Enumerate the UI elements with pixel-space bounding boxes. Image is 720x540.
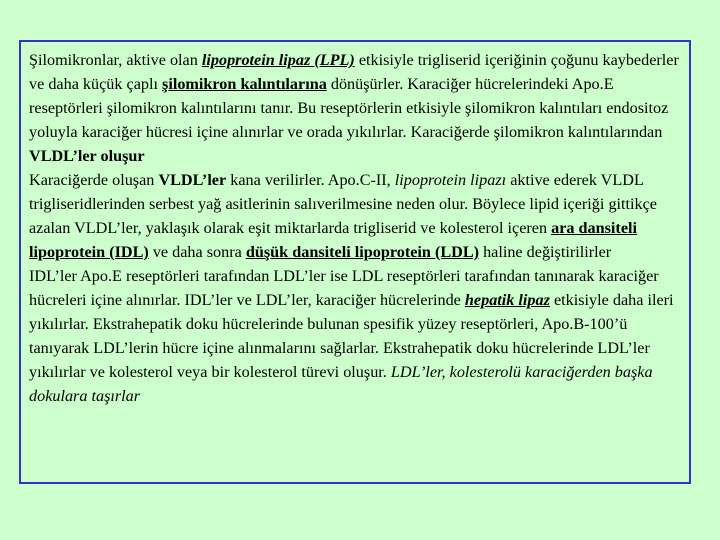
- emphasized-text: lipoprotein lipazı: [394, 171, 507, 189]
- body-text: kana verilirler. Apo.C-II,: [226, 171, 395, 189]
- emphasized-text: hepatik lipaz: [464, 291, 550, 309]
- emphasized-text: şilomikron kalıntılarına: [162, 75, 327, 93]
- body-text: haline değiştirilirler: [479, 243, 612, 261]
- paragraph-1: [29, 48, 681, 168]
- body-text: dönüşürler. Karaciğer hücrelerindeki Apo.E reseptörleri şilomikron kalıntılarını tanır. Bu reseptörlerin etkisiyle şilomikron kalıntıları endositoz yoluyla karaciğer hücresi içine alınırlar ve orada yıkılırlar. Karaciğerde şilomikron kalıntılarından: [29, 75, 669, 141]
- body-text: etkisiyle trigliserid içeriğinin çoğunu kaybederler ve daha küçük çaplı: [29, 51, 679, 93]
- emphasized-text: VLDL’ler oluşur: [29, 147, 145, 165]
- body-text: Şilomikronlar, aktive olan: [29, 51, 202, 69]
- emphasized-text: düşük dansiteli lipoprotein (LDL): [245, 243, 480, 261]
- paragraph-2: [29, 168, 681, 264]
- emphasized-text: VLDL’ler: [158, 171, 227, 189]
- emphasized-text: ara dansiteli lipoprotein (IDL): [29, 219, 637, 261]
- body-text: etkisiyle daha ileri yıkılırlar. Ekstrahepatik doku hücrelerinde bulunan spesifik yüzey reseptörleri, Apo.B-100’ü tanıyarak LDL’lerin hücre içine alınmalarını sağlarlar. Ekstrahepatik doku hücrelerinde LDL’ler yıkılırlar ve kolesterol veya bir kolesterol türevi oluşur.: [29, 291, 674, 381]
- body-text: IDL’ler Apo.E reseptörleri tarafından LDL’ler ise LDL reseptörleri tarafından tanınarak karaciğer hücreleri içine alınırlar. IDL’ler ve LDL’ler, karaciğer hücrelerinde: [29, 267, 659, 309]
- body-text: Karaciğerde oluşan: [29, 171, 159, 189]
- text-box: [19, 40, 691, 484]
- emphasized-text: lipoprotein lipaz (LPL): [201, 51, 355, 69]
- body-text: ve daha sonra: [148, 243, 246, 261]
- paragraph-3: [29, 264, 681, 408]
- emphasized-text: LDL’ler, kolesterolü karaciğerden başka dokulara taşırlar: [29, 363, 653, 405]
- body-text: aktive ederek VLDL trigliseridlerinden serbest yağ asitlerinin salıverilmesine neden olur. Böylece lipid içeriği gittikçe azalan VLDL’ler, yaklaşık olarak eşit miktarlarda trigliserid ve kolesterol içeren: [29, 171, 657, 237]
